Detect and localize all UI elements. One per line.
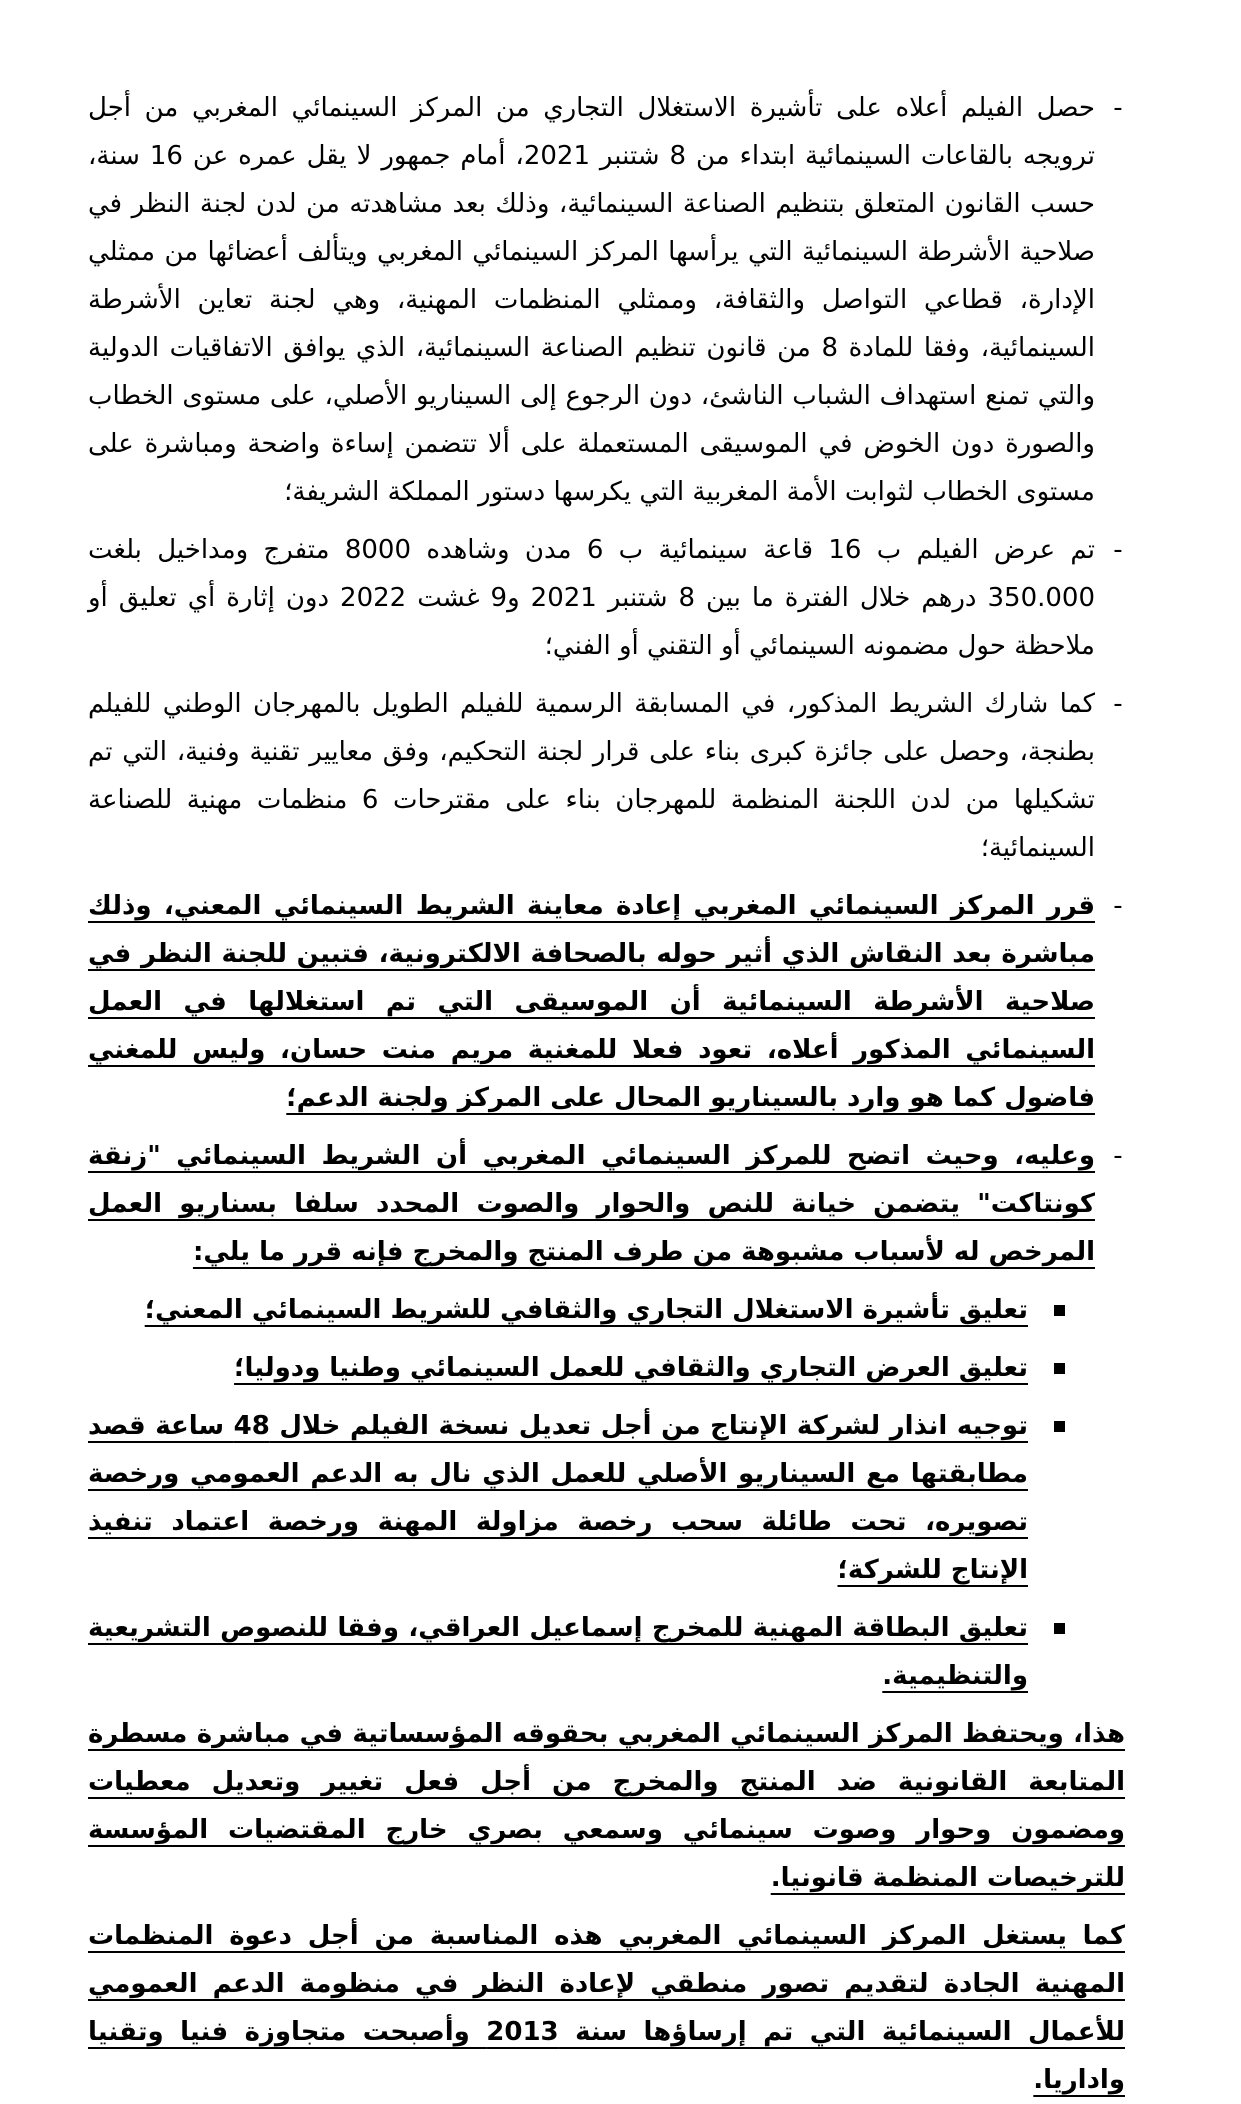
- sub-bullet-text-director-card-suspension: تعليق البطاقة المهنية للمخرج إسماعيل العراقي، وفقا للنصوص التشريعية والتنظيمية.: [88, 1613, 1028, 1691]
- bullet-text-screenings: تم عرض الفيلم ب 16 قاعة سينمائية ب 6 مدن وشاهده 8000 متفرج ومداخيل بلغت 350.000 درهم خلال الفترة ما بين 8 شتنبر 2021 و9 غشت 2022 دون إثارة أي تعليق أو ملاحظة حول مضمونه السينمائي أو التقني أو الفني؛: [88, 535, 1096, 661]
- sub-bullet-item-production-warning: [88, 1402, 1125, 1594]
- sub-bullet-item-screening-suspension: [88, 1344, 1125, 1392]
- bullet-text-visa: حصل الفيلم أعلاه على تأشيرة الاستغلال التجاري من المركز السينمائي المغربي من أجل ترويجه بالقاعات السينمائية ابتداء من 8 شتنبر 2021، أمام جمهور لا يقل عمره عن 16 سنة، حسب القانون المتعلق بتنظيم الصناعة السينمائية، وذلك بعد مشاهدته من لدن لجنة النظر في صلاحية الأشرطة السينمائية التي يرأسها المركز السينمائي المغربي ويتألف أعضائها من ممثلي الإدارة، قطاعي التواصل والثقافة، وممثلي المنظمات المهنية، وهي لجنة تعاين الأشرطة السينمائية، وفقا للمادة 8 من قانون تنظيم الصناعة السينمائية، الذي يوافق الاتفاقيات الدولية والتي تمنع استهداف الشباب الناشئ، دون الرجوع إلى السيناريو الأصلي، على مستوى الخطاب والصورة دون الخوض في الموسيقى المستعملة على ألا تتضمن إساءة واضحة ومباشرة على مستوى الخطاب لثوابت الأمة المغربية التي يكرسها دستور المملكة الشريفة؛: [88, 93, 1095, 507]
- bullet-item-screenings: [88, 526, 1125, 670]
- closing-paragraph-legal-rights: هذا، ويحتفظ المركز السينمائي المغربي بحقوقه المؤسساتية في مباشرة مسطرة المتابعة القانونية ضد المنتج والمخرج من أجل فعل تغيير وتعديل معطيات ومضمون وحوار وصوت سينمائي وسمعي بصري خارج المقتضيات المؤسسة للترخيصات المنظمة قانونيا.: [88, 1719, 1125, 1893]
- sub-bullet-item-visa-suspension: [88, 1286, 1125, 1334]
- bullet-text-festival: كما شارك الشريط المذكور، في المسابقة الرسمية للفيلم الطويل بالمهرجان الوطني للفيلم بطنجة، وحصل على جائزة كبرى بناء على قرار لجنة التحكيم، وفق معايير تقنية وفنية، التي تم تشكيلها من لدن اللجنة المنظمة للمهرجان بناء على مقترحات 6 منظمات مهنية للصناعة السينمائية؛: [88, 689, 1096, 863]
- bullet-item-festival: [88, 680, 1125, 872]
- dash-bullet-marker: -: [1113, 891, 1123, 921]
- bullet-text-conclusion: وعليه، وحيث اتضح للمركز السينمائي المغربي أن الشريط السينمائي "زنقة كونتاكت" يتضمن خيانة للنص والحوار والصوت المحدد سلفا بسناريو العمل المرخص له لأسباب مشبوهة من طرف المنتج والمخرج فإنه قرر ما يلي:: [88, 1141, 1095, 1267]
- bullet-item-conclusion: [88, 1132, 1125, 1276]
- sub-bullet-text-visa-suspension: تعليق تأشيرة الاستغلال التجاري والثقافي للشريط السينمائي المعني؛: [144, 1295, 1028, 1325]
- bullet-item-visa: [88, 84, 1125, 516]
- square-bullet-marker: [1054, 1623, 1065, 1634]
- square-bullet-marker: [1054, 1305, 1065, 1316]
- dash-bullet-marker: -: [1113, 1141, 1123, 1171]
- sub-bullet-text-screening-suspension: تعليق العرض التجاري والثقافي للعمل السينمائي وطنيا ودوليا؛: [234, 1353, 1028, 1383]
- sub-bullet-text-production-warning: توجيه انذار لشركة الإنتاج من أجل تعديل نسخة الفيلم خلال 48 ساعة قصد مطابقتها مع السيناريو الأصلي للعمل الذي نال به الدعم العمومي ورخصة تصويره، تحت طائلة سحب رخصة مزاولة المهنة ورخصة اعتماد تنفيذ الإنتاج للشركة؛: [88, 1411, 1028, 1585]
- dash-bullet-marker: -: [1113, 535, 1123, 565]
- bullet-item-reexamination: [88, 882, 1125, 1122]
- closing-paragraph-support-system: كما يستغل المركز السينمائي المغربي هذه المناسبة من أجل دعوة المنظمات المهنية الجادة لتقديم تصور منطقي لإعادة النظر في منظومة الدعم العمومي للأعمال السينمائية التي تم إرساؤها سنة 2013 وأصبحت متجاوزة فنيا وتقنيا واداريا.: [88, 1921, 1125, 2095]
- square-bullet-marker: [1054, 1363, 1065, 1374]
- dash-bullet-marker: -: [1113, 689, 1123, 719]
- sub-bullet-item-director-card-suspension: [88, 1604, 1125, 1700]
- bullet-text-reexamination: قرر المركز السينمائي المغربي إعادة معاينة الشريط السينمائي المعني، وذلك مباشرة بعد النقاش الذي أثير حوله بالصحافة الالكترونية، فتبين للجنة النظر في صلاحية الأشرطة السينمائية أن الموسيقى التي تم استغلالها في العمل السينمائي المذكور أعلاه، تعود فعلا للمغنية مريم منت حسان، وليس للمغني فاضول كما هو وارد بالسيناريو المحال على المركز ولجنة الدعم؛: [88, 891, 1095, 1113]
- dash-bullet-marker: -: [1113, 93, 1123, 123]
- square-bullet-marker: [1054, 1421, 1065, 1432]
